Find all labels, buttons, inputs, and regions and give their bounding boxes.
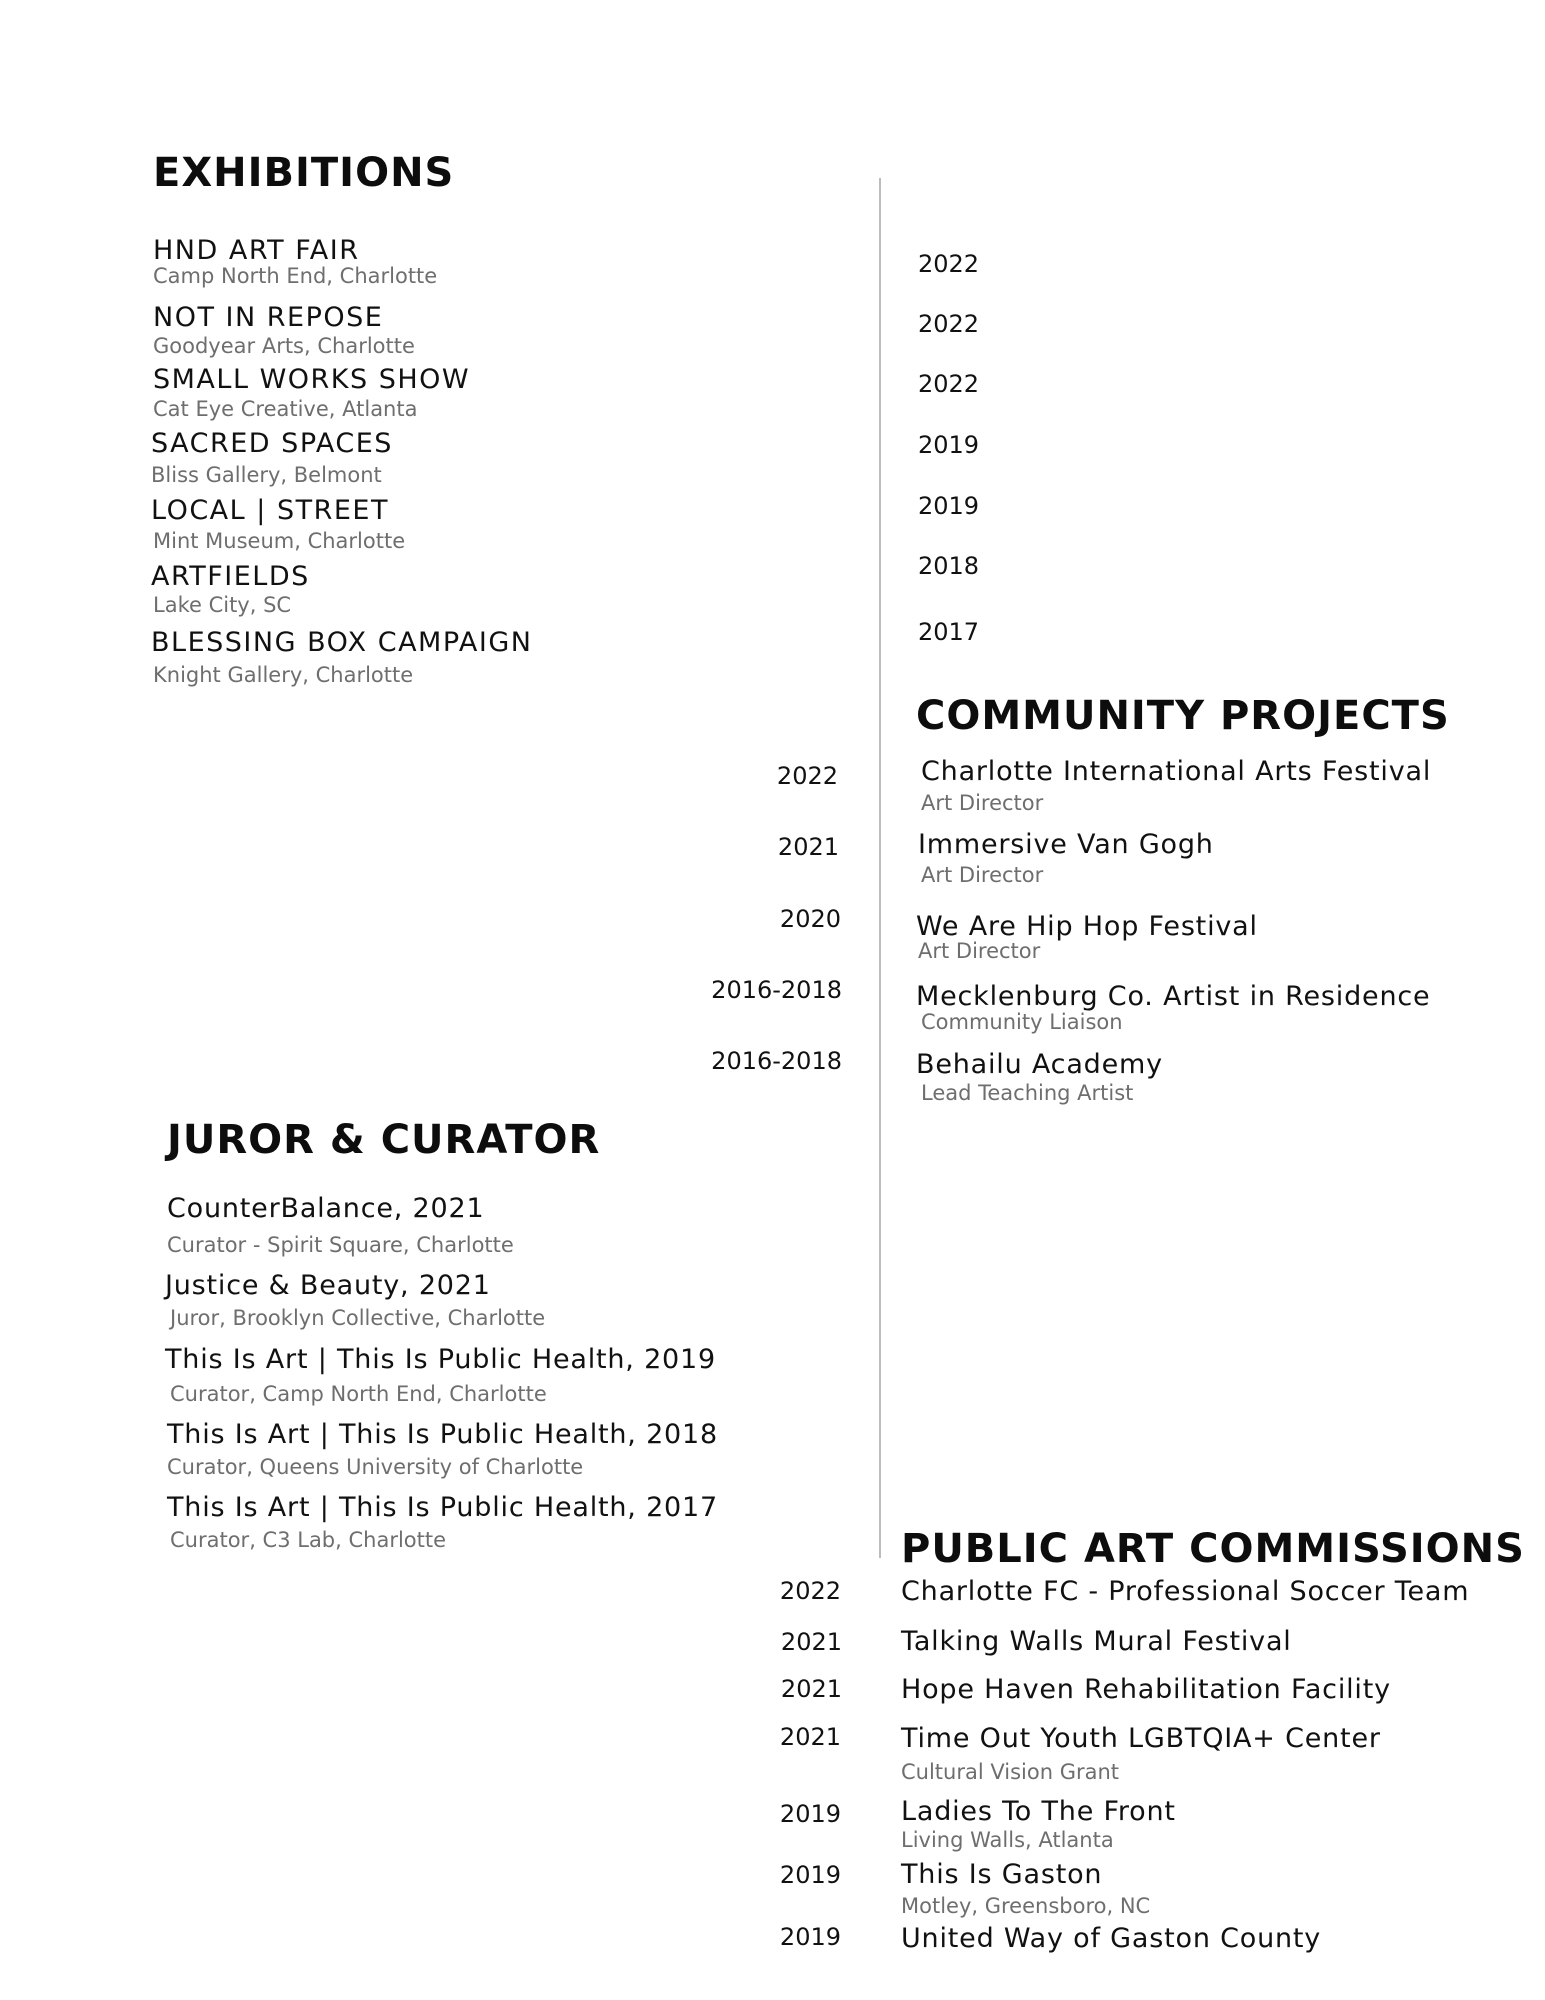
community-role: Art Director (918, 939, 1041, 963)
community-role: Art Director (921, 791, 1044, 815)
community-year: 2022 (776, 762, 838, 790)
public-art-detail: Cultural Vision Grant (901, 1760, 1120, 1784)
public-art-title: Hope Haven Rehabilitation Facility (901, 1674, 1391, 1705)
exhibition-venue: Knight Gallery, Charlotte (153, 663, 414, 687)
public-art-year: 2019 (779, 1861, 841, 1889)
public-art-year: 2021 (780, 1675, 842, 1703)
public-art-year: 2021 (780, 1628, 842, 1656)
column-divider (879, 178, 881, 1558)
community-title: Behailu Academy (916, 1049, 1163, 1080)
community-year: 2016-2018 (711, 1047, 842, 1075)
community-year: 2020 (779, 905, 841, 933)
exhibition-title: HND ART FAIR (153, 235, 360, 266)
public-art-title: United Way of Gaston County (901, 1923, 1322, 1954)
exhibition-year: 2022 (918, 310, 980, 338)
public-art-year: 2019 (779, 1800, 841, 1828)
community-title: Charlotte International Arts Festival (921, 756, 1432, 787)
juror-curator-detail: Curator - Spirit Square, Charlotte (167, 1233, 514, 1257)
juror-curator-title: This Is Art | This Is Public Health, 2019 (165, 1344, 716, 1375)
community-projects-heading: COMMUNITY PROJECTS (916, 693, 1450, 739)
exhibition-venue: Camp North End, Charlotte (153, 264, 438, 288)
exhibition-venue: Lake City, SC (153, 593, 292, 617)
juror-curator-title: Justice & Beauty, 2021 (165, 1270, 491, 1301)
exhibition-venue: Cat Eye Creative, Atlanta (153, 397, 418, 421)
exhibition-title: LOCAL | STREET (151, 495, 389, 526)
juror-curator-detail: Curator, Camp North End, Charlotte (170, 1382, 547, 1406)
public-art-detail: Motley, Greensboro, NC (901, 1894, 1151, 1918)
community-title: Mecklenburg Co. Artist in Residence (916, 981, 1431, 1012)
exhibition-title: NOT IN REPOSE (153, 302, 384, 333)
community-title: Immersive Van Gogh (918, 829, 1214, 860)
public-art-heading: PUBLIC ART COMMISSIONS (901, 1526, 1525, 1572)
exhibition-venue: Mint Museum, Charlotte (153, 529, 406, 553)
exhibition-title: ARTFIELDS (151, 561, 310, 592)
juror-curator-detail: Curator, Queens University of Charlotte (167, 1455, 584, 1479)
juror-curator-detail: Juror, Brooklyn Collective, Charlotte (170, 1306, 546, 1330)
exhibition-venue: Bliss Gallery, Belmont (151, 463, 382, 487)
juror-curator-heading: JUROR & CURATOR (167, 1117, 601, 1163)
community-role: Lead Teaching Artist (921, 1081, 1134, 1105)
public-art-year: 2021 (779, 1723, 841, 1751)
juror-curator-title: This Is Art | This Is Public Health, 2018 (167, 1419, 718, 1450)
public-art-title: Charlotte FC - Professional Soccer Team (901, 1576, 1470, 1607)
public-art-year: 2019 (779, 1923, 841, 1951)
exhibition-year: 2022 (918, 370, 980, 398)
exhibition-year: 2022 (918, 250, 980, 278)
juror-curator-title: This Is Art | This Is Public Health, 2017 (167, 1492, 718, 1523)
juror-curator-title: CounterBalance, 2021 (167, 1193, 485, 1224)
juror-curator-detail: Curator, C3 Lab, Charlotte (170, 1528, 447, 1552)
exhibition-title: BLESSING BOX CAMPAIGN (151, 627, 533, 658)
public-art-title: Time Out Youth LGBTQIA+ Center (901, 1723, 1381, 1754)
public-art-title: Talking Walls Mural Festival (901, 1626, 1292, 1657)
exhibition-year: 2017 (918, 618, 980, 646)
community-role: Art Director (921, 863, 1044, 887)
community-year: 2021 (777, 833, 839, 861)
exhibition-year: 2019 (918, 492, 980, 520)
community-role: Community Liaison (921, 1010, 1123, 1034)
exhibition-year: 2018 (918, 552, 980, 580)
public-art-year: 2022 (779, 1577, 841, 1605)
exhibition-title: SACRED SPACES (151, 428, 393, 459)
public-art-title: Ladies To The Front (901, 1796, 1176, 1827)
community-title: We Are Hip Hop Festival (916, 911, 1258, 942)
exhibition-year: 2019 (918, 431, 980, 459)
community-year: 2016-2018 (711, 976, 842, 1004)
exhibition-venue: Goodyear Arts, Charlotte (153, 334, 415, 358)
public-art-title: This Is Gaston (901, 1859, 1103, 1890)
exhibition-title: SMALL WORKS SHOW (153, 364, 471, 395)
exhibitions-heading: EXHIBITIONS (153, 150, 455, 196)
public-art-detail: Living Walls, Atlanta (901, 1828, 1114, 1852)
